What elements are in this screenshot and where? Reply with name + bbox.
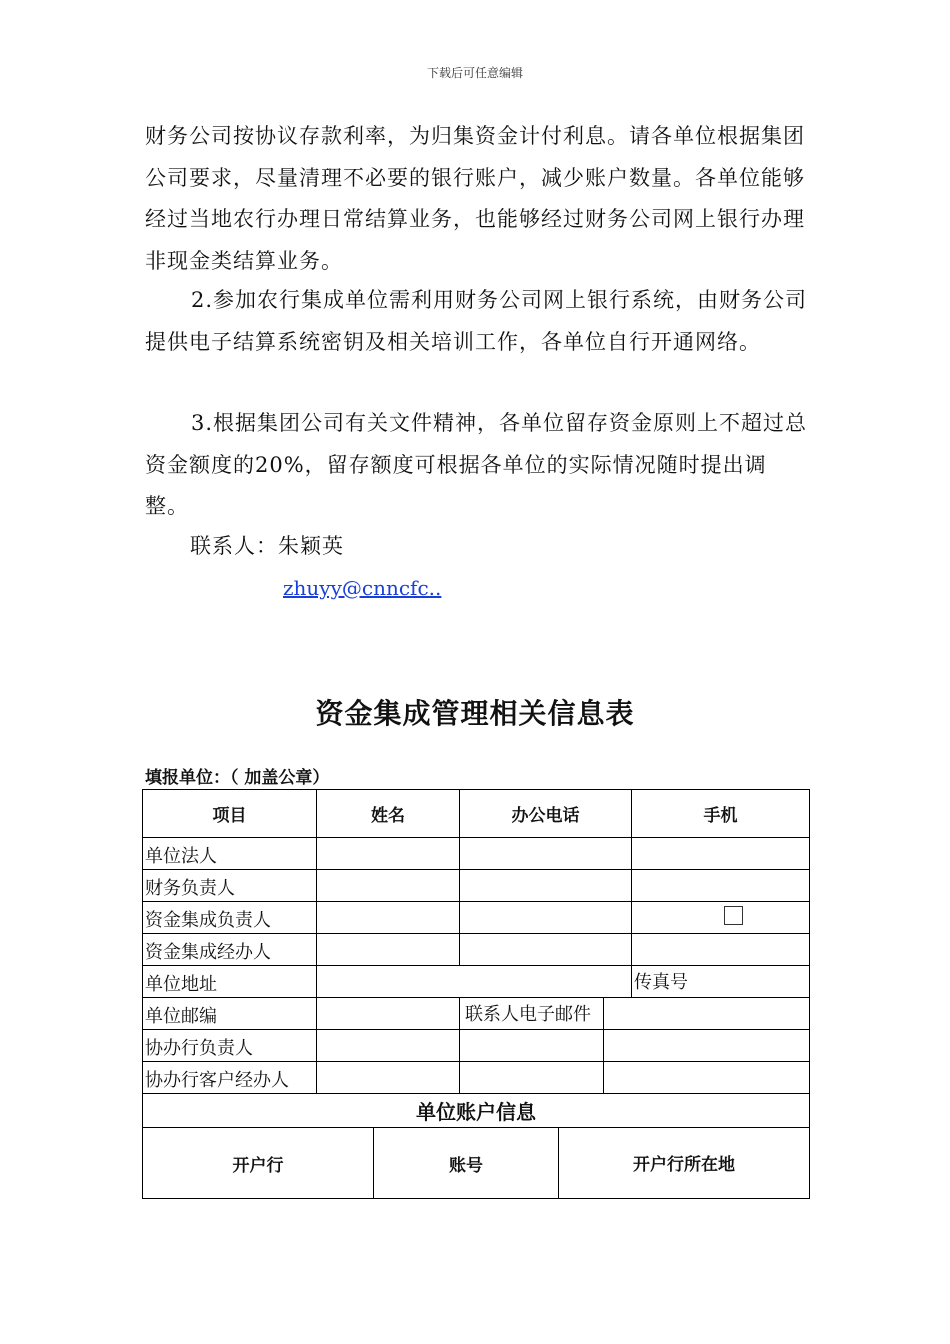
cell-input[interactable] — [460, 838, 632, 870]
header-office-phone: 办公电话 — [460, 790, 632, 838]
table-row — [143, 838, 810, 870]
row-label-legal-person: 单位法人 — [143, 838, 317, 870]
row-label-postcode: 单位邮编 — [143, 998, 317, 1030]
cell-input[interactable] — [632, 902, 810, 934]
table-row — [143, 934, 810, 966]
paragraph-2-text: 2.参加农行集成单位需利用财务公司网上银行系统，由财务公司提供电子结算系统密钥及相关培训工作，各单位自行开通网络。 — [145, 288, 808, 354]
cell-input[interactable] — [317, 1030, 460, 1062]
row-label-address: 单位地址 — [143, 966, 317, 998]
table-row — [143, 902, 810, 934]
cell-input[interactable] — [604, 998, 810, 1030]
row-label-fax: 传真号 — [632, 966, 810, 998]
header-mobile: 手机 — [632, 790, 810, 838]
paragraph-3 — [145, 403, 810, 528]
table-row — [143, 1030, 810, 1062]
cell-input[interactable] — [317, 838, 460, 870]
account-section-title: 单位账户信息 — [143, 1094, 810, 1128]
info-table — [142, 789, 810, 1128]
paragraph-1 — [145, 116, 810, 282]
table-row — [143, 1062, 810, 1094]
contact-person: 联系人：朱颖英 — [190, 534, 344, 558]
cell-input[interactable] — [460, 934, 632, 966]
paragraph-2 — [145, 280, 810, 363]
account-table — [142, 1127, 810, 1199]
header-account-no: 账号 — [374, 1128, 559, 1199]
cell-input[interactable] — [460, 902, 632, 934]
page-header-watermark: 下载后可任意编辑 — [426, 66, 523, 80]
form-title: 资金集成管理相关信息表 — [315, 697, 635, 730]
header-item: 项目 — [143, 790, 317, 838]
cell-input[interactable] — [317, 998, 460, 1030]
table-header-row — [143, 790, 810, 838]
cell-input[interactable] — [317, 870, 460, 902]
paragraph-3-text: 3.根据集团公司有关文件精神，各单位留存资金原则上不超过总资金额度的20%，留存额度可根据各单位的实际情况随时提出调整。 — [145, 411, 808, 518]
cell-input[interactable] — [632, 934, 810, 966]
row-label-integration-handler: 资金集成经办人 — [143, 934, 317, 966]
cell-input[interactable] — [632, 838, 810, 870]
paragraph-1-text: 财务公司按协议存款利率，为归集资金计付利息。请各单位根据集团公司要求，尽量清理不必要的银行账户，减少账户数量。各单位能够经过当地农行办理日常结算业务，也能够经过财务公司网上银行办理非现金类结算业务。 — [145, 124, 805, 273]
cell-input[interactable] — [317, 902, 460, 934]
checkbox[interactable] — [724, 906, 743, 925]
cell-input[interactable] — [604, 1062, 810, 1094]
table-row — [143, 998, 810, 1030]
table-row — [143, 870, 810, 902]
header-bank: 开户行 — [143, 1128, 374, 1199]
cell-input[interactable] — [317, 934, 460, 966]
cell-input[interactable] — [604, 1030, 810, 1062]
account-header-row — [143, 1128, 810, 1199]
section-title-row — [143, 1094, 810, 1128]
row-label-coop-bank-manager: 协办行客户经办人 — [143, 1062, 317, 1094]
row-label-integration-head: 资金集成负责人 — [143, 902, 317, 934]
row-label-contact-email: 联系人电子邮件 — [460, 998, 604, 1030]
cell-input[interactable] — [460, 1030, 604, 1062]
cell-input[interactable] — [317, 966, 632, 998]
fill-unit-label: 填报单位：（ 加盖公章） — [145, 768, 330, 788]
table-row — [143, 966, 810, 998]
cell-input[interactable] — [632, 870, 810, 902]
contact-email-link[interactable]: zhuyy@cnncfc.. — [283, 576, 442, 600]
header-bank-location: 开户行所在地 — [559, 1128, 810, 1199]
header-name: 姓名 — [317, 790, 460, 838]
cell-input[interactable] — [317, 1062, 460, 1094]
cell-input[interactable] — [460, 1062, 604, 1094]
row-label-coop-bank-head: 协办行负责人 — [143, 1030, 317, 1062]
cell-input[interactable] — [460, 870, 632, 902]
row-label-finance-head: 财务负责人 — [143, 870, 317, 902]
